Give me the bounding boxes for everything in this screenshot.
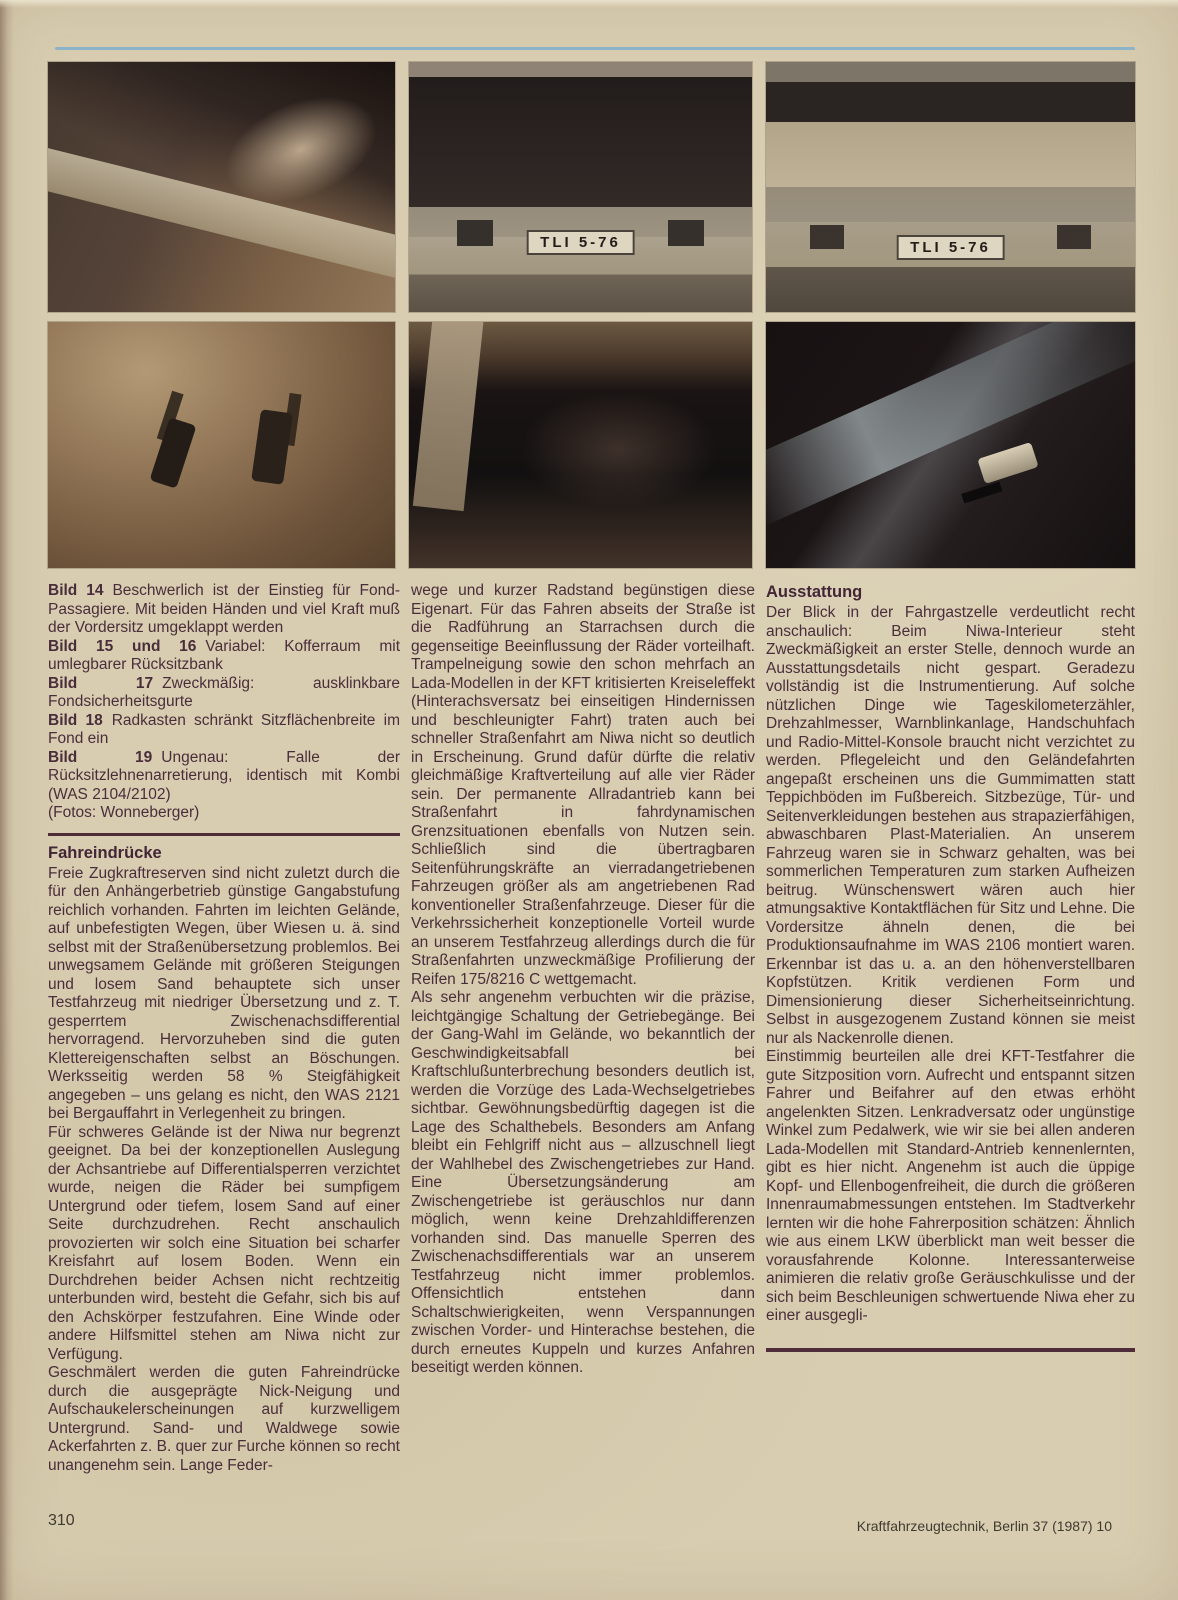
article-columns bbox=[48, 582, 1135, 1475]
license-plate: TLI 5-76 bbox=[896, 235, 1005, 260]
article-column-3 bbox=[766, 582, 1135, 1475]
article-column-2 bbox=[411, 582, 755, 1475]
body-paragraph: wege und kurzer Radstand begünstigen diese Eigenart. Für das Fahren abseits der Straße ist die Radführung an Starrachsen durch die gegenseitige Beeinflussung der Räder vorteilhaft. Trampelneigung sowie den schon mehrfach an Lada-Modellen in der KFT kritisierten Kreiseleffekt (Hinterachsversatz bei einseitigen Hindernissen und beschleunigter Fahrt) traten auch bei schneller Straßenfahrt am Niwa nicht so deutlich in Erscheinung. Grund dafür dürfte die relativ gleichmäßige Kraftverteilung auf alle vier Räder sein. Der permanente Allradantrieb kann bei Straßenfahrt in fahrdynamischen Grenzsituationen ebenfalls von Nutzen sein. Schließlich sind die übertragbaren Seitenführungskräfte an vierradangetriebenen Fahrzeugen größer als am angetriebenen Rad konventioneller Straßenfahrzeuge. Dieser für die Verkehrssicherheit konzeptionelle Vorteil wurde an unserem Testfahrzeug allerdings durch die für Straßenfahrten unzweckmäßige Profilierung der Reifen 175/8216 C wettgemacht. bbox=[411, 582, 755, 988]
caption-text: Radkasten schränkt Sitzflächenbreite im Fond ein bbox=[48, 711, 400, 747]
license-plate: TLI 5-76 bbox=[526, 230, 635, 255]
journal-footer: Kraftfahrzeugtechnik, Berlin 37 (1987) 10 bbox=[856, 1518, 1112, 1534]
page-number: 310 bbox=[48, 1512, 75, 1529]
photo-bild-15-open-trunk bbox=[409, 62, 752, 312]
caption-label: Bild 19 bbox=[48, 748, 153, 766]
section-heading-ausstattung: Ausstattung bbox=[766, 583, 863, 601]
photo-bild-14-seat-folding bbox=[48, 62, 395, 312]
caption-text: Zweckmäßig: ausklinkbare Fondsicherheitsgurte bbox=[48, 674, 400, 710]
column-end-rule bbox=[766, 1348, 1135, 1352]
top-blue-rule bbox=[55, 47, 1135, 50]
photo-captions bbox=[48, 582, 400, 823]
caption-bild-19 bbox=[48, 749, 400, 805]
scan-edge-top bbox=[0, 0, 1178, 8]
section-heading-fahreindruecke: Fahreindrücke bbox=[48, 843, 162, 862]
caption-bild-14 bbox=[48, 582, 400, 638]
caption-text: Beschwerlich ist der Einstieg für Fond-Passagiere. Mit beiden Händen und viel Kraft muß der Vordersitz umgeklappt werden bbox=[48, 582, 401, 636]
photo-grid bbox=[48, 62, 1135, 568]
caption-label: Bild 15 und 16 bbox=[48, 637, 197, 655]
body-paragraph: Für schweres Gelände ist der Niwa nur begrenzt geeignet. Da bei der konzeptionellen Auslegung der Achsantriebe auf Differentialsperren verzichtet wurde, neigen die Räder bei sumpfigem Untergrund oder tiefem, losem Sand auf einer Seite durchzudrehen. Recht anschaulich provozierten wir solch eine Situation bei scharfer Kreisfahrt auf losem Boden. Wenn ein Durchdrehen beider Achsen nicht rechtzeitig unterbunden wird, besteht die Gefahr, sich bis auf den Achskörper festzufahren. Eine Winde oder andere Hilfsmittel stehen am Niwa nicht zur Verfügung. bbox=[48, 1123, 400, 1363]
photo-credit: (Fotos: Wonneberger) bbox=[48, 804, 200, 821]
body-paragraph: Geschmälert werden die guten Fahreindrücke durch die ausgeprägte Nick-Neigung und Aufschaukelerscheinungen auf kurzwelligem Untergrund. Sand- und Waldwege sowie Ackerfahrten z. B. quer zur Furche können so recht unangenehm sein. Lange Feder- bbox=[48, 1364, 400, 1474]
photo-bild-18-rear-seat bbox=[409, 322, 752, 568]
caption-label: Bild 18 bbox=[48, 711, 103, 729]
caption-text: Variabel: Kofferraum mit umlegbarer Rücksitzbank bbox=[48, 637, 400, 673]
scan-edge-left bbox=[0, 0, 14, 1600]
body-paragraph: Freie Zugkraftreserven sind nicht zuletzt durch die für den Anhängerbetrieb günstige Gangabstufung reichlich vorhanden. Fahrten im leichten Gelände, auf unbefestigten Wegen, über Wiesen u. ä. sind selbst mit der Straßenübersetzung problemlos. Bei unwegsamem Gelände mit größeren Steigungen und losem Sand behauptete sich unser Testfahrzeug mit niedriger Übersetzung und z. T. gesperrtem Zwischenachsdifferential hervorragend. Hervorzuheben sind die guten Klettereigenschaften selbst an Böschungen. Werksseitig werden 58 % Steigfähigkeit angegeben – uns gelang es nicht, den WAS 2121 bei Bergauffahrt in Verlegenheit zu bringen. bbox=[48, 864, 400, 1122]
caption-bild-17 bbox=[48, 675, 400, 712]
photo-bild-19-window-latch bbox=[766, 322, 1135, 568]
body-paragraph: Als sehr angenehm verbuchten wir die präzise, leichtgängige Schaltung der Getriebegänge. Bei der Gang-Wahl im Gelände, wo bekanntlich der Geschwindigkeitsabfall bei Kraftschlußunterbrechung besonders deutlich ist, werden die Vorzüge des Lada-Wechselgetriebes sichtbar. Gewöhnungsbedürftig dagegen ist die Lage des Schalthebels. Besonders am Anfang bleibt ein Fehlgriff nicht aus – allzuschnell liegt der Wahlhebel des Zwischengetriebes zur Hand. Eine Übersetzungsänderung am Zwischengetriebe ist geräuschlos nur dann möglich, wenn keine Drehzahldifferenzen vorhanden sind. Das manuelle Sperren des Zwischenachsdifferentials war an unserem Testfahrzeug nicht immer problemlos. Offensichtlich entstehen dann Schaltschwierigkeiten, wenn Verspannungen zwischen Vorder- und Hinterachse bestehen, die durch erneutes Kuppeln und kurzes Anfahren beseitigt werden können. bbox=[411, 989, 755, 1376]
photo-bild-17-seatbelt-buckles bbox=[48, 322, 395, 568]
caption-bild-18 bbox=[48, 712, 400, 749]
body-paragraph: Der Blick in der Fahrgastzelle verdeutlicht recht anschaulich: Beim Niwa-Interieur steht Zweckmäßigkeit an erster Stelle, dennoch wurde an Ausstattungsdetails nicht gespart. Geradezu vollständig ist die Instrumentierung. Auf solche nützlichen Dinge wie Tageskilometerzähler, Drehzahlmesser, Warnblinkanlage, Handschuhfach und Radio-Mittel-Konsole braucht nicht verzichtet zu werden. Pflegeleicht und den Geländefahrten angepaßt erscheinen uns die Gummimatten statt Teppichböden im Fußbereich. Sitzbezüge, Tür- und Seitenverkleidungen bestehen aus strapazierfähigen, abwaschbaren Plast-Materialien. An unserem Fahrzeug waren sie in Schwarz gehalten, was bei sommerlichen Temperaturen zum starken Aufheizen beitrug. Wünschenswert wären auch hier atmungsaktive Kontaktflächen für Sitz und Lehne. Die Vordersitze ähneln denen, die bei Produktionsaufnahme im WAS 2106 montiert waren. Erkennbar ist das u. a. an den höhenverstellbaren Kopfstützen. Kritik verdienen Form und Dimensionierung dieser Sicherheitseinrichtung. Selbst in ausgezogenem Zustand können sie meist nur als Nackenrolle dienen. bbox=[766, 604, 1135, 1047]
photo-bild-16-folded-rear-bench bbox=[766, 62, 1135, 312]
body-paragraph: Einstimmig beurteilen alle drei KFT-Testfahrer die gute Sitzposition vorn. Aufrecht und entspannt sitzen Fahrer und Beifahrer auf den etwas erhöht angelenkten Sitzen. Lenkradversatz oder ungünstige Winkel zum Pedalwerk, wie wir sie bei allen anderen Lada-Modellen mit Standard-Antrieb kennenlernten, gibt es hier nicht. Angenehm ist auch die üppige Kopf- und Ellenbogenfreiheit, die durch die größeren Innenraumabmessungen entstehen. Im Stadtverkehr lernten wir die hohe Fahrerposition schätzen: Ähnlich wie aus einem LKW überblickt man weit besser die vorausfahrende Kolonne. Interessanterweise animieren die relativ große Geräuschkulisse und der sich beim Beschleunigen schwertuende Niwa eher zu einer ausgegli- bbox=[766, 1048, 1135, 1324]
caption-bild-15-16 bbox=[48, 638, 400, 675]
caption-label: Bild 17 bbox=[48, 674, 154, 692]
caption-text: Ungenau: Falle der Rücksitzlehnenarretierung, identisch mit Kombi (WAS 2104/2102) bbox=[48, 748, 400, 803]
article-column-1 bbox=[48, 582, 400, 1475]
section-rule bbox=[48, 833, 400, 836]
caption-label: Bild 14 bbox=[48, 582, 104, 599]
